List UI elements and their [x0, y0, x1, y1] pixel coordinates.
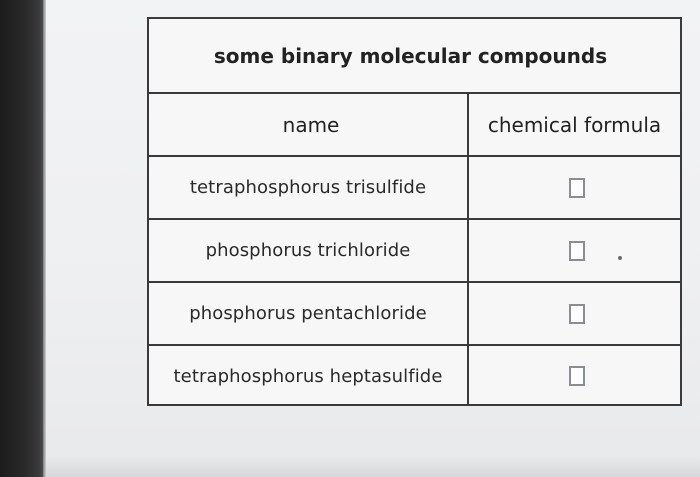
table-header-row	[149, 94, 680, 157]
table-row	[149, 157, 680, 220]
name-header-label: name	[282, 112, 340, 137]
formula-header-label: chemical formula	[487, 112, 662, 137]
compound-name: tetraphosphorus trisulfide	[189, 177, 427, 198]
monitor-bezel	[0, 0, 46, 477]
compound-name-cell	[149, 283, 469, 344]
formula-answer-input[interactable]	[569, 366, 585, 386]
compound-name: tetraphosphorus heptasulfide	[173, 365, 443, 387]
formula-answer-input[interactable]	[569, 178, 585, 198]
formula-cell	[469, 220, 680, 281]
compounds-table	[147, 17, 682, 406]
formula-cell	[469, 346, 680, 406]
compound-name: phosphorus pentachloride	[189, 303, 427, 324]
compound-name: phosphorus trichloride	[205, 240, 411, 261]
compound-name-cell	[149, 220, 469, 281]
table-title: some binary molecular compounds	[213, 43, 608, 68]
screen-shadow	[46, 457, 700, 477]
compound-name-cell	[149, 346, 469, 406]
compound-name-cell	[149, 157, 469, 218]
formula-answer-input[interactable]	[569, 304, 585, 324]
formula-cell	[469, 157, 680, 218]
formula-cell	[469, 283, 680, 344]
table-row	[149, 283, 680, 346]
table-row	[149, 220, 680, 283]
table-body	[149, 157, 680, 406]
formula-column-header	[469, 94, 680, 155]
name-column-header	[149, 94, 469, 155]
table-row	[149, 346, 680, 406]
screen-speck	[618, 256, 622, 260]
formula-answer-input[interactable]	[569, 241, 585, 261]
table-title-row	[149, 19, 680, 94]
